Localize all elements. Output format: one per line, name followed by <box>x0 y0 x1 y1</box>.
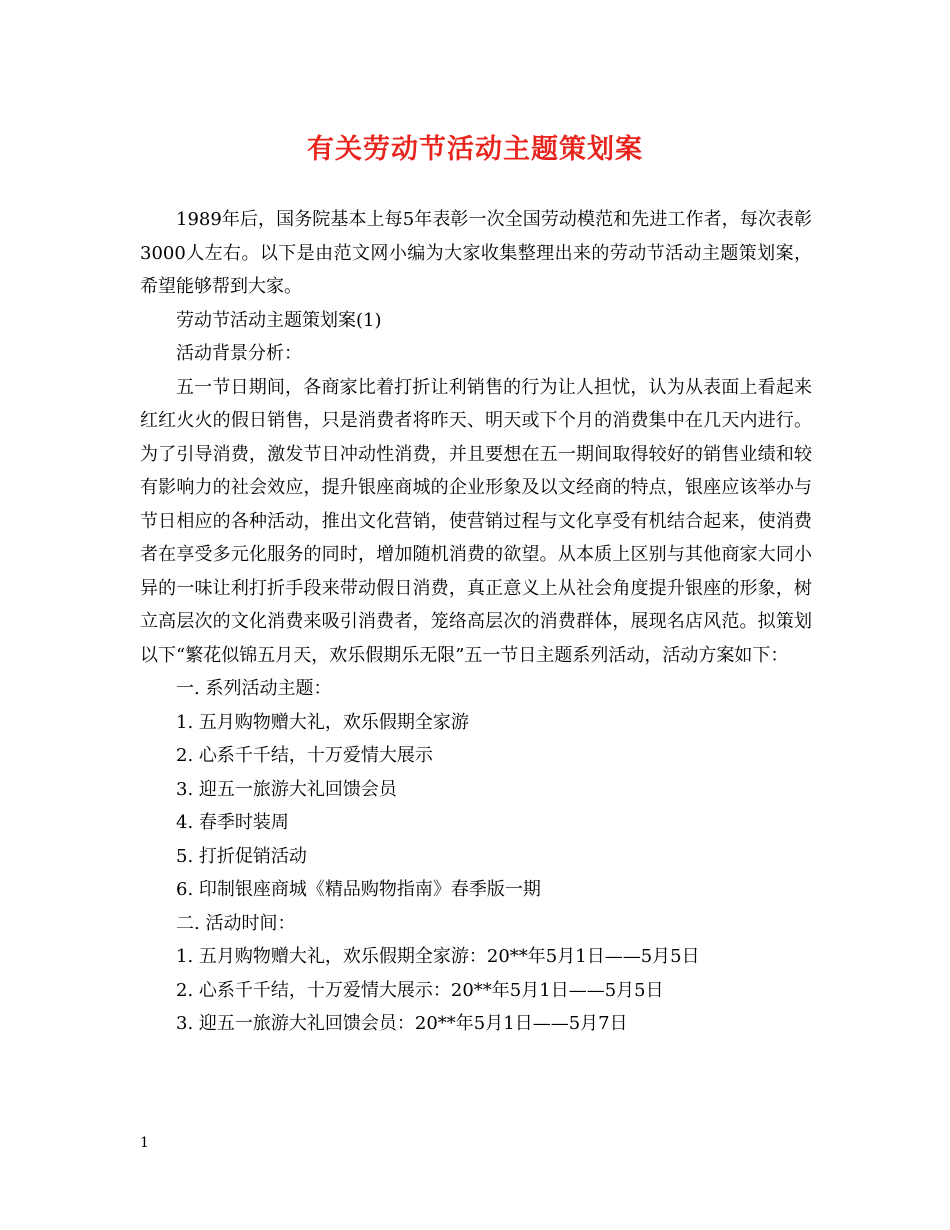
section-heading-themes: 一. 系列活动主题： <box>176 678 332 699</box>
theme-item: 5. 打折促销活动 <box>176 845 307 867</box>
plan-subtitle: 劳动节活动主题策划案(1) <box>176 309 382 331</box>
theme-item: 2. 心系千千结，十万爱情大展示 <box>176 745 433 766</box>
time-item: 3. 迎五一旅游大礼回馈会员：20**年5月1日——5月7日 <box>176 1013 628 1034</box>
theme-item: 4. 春季时装周 <box>176 812 289 833</box>
intro-paragraph: 1989年后，国务院基本上每5年表彰一次全国劳动模范和先进工作者，每次表彰3000人左右。以下是由范文网小编为大家收集整理出来的劳动节活动主题策划案，希望能够帮到大家。 <box>140 209 812 297</box>
background-paragraph: 五一节日期间，各商家比着打折让利销售的行为让人担忧，认为从表面上看起来红红火火的假日销售，只是消费者将昨天、明天或下个月的消费集中在几天内进行。为了引导消费，激发节日冲动性消费，并且要想在五一期间取得较好的销售业绩和较有影响力的社会效应，提升银座商城的企业形象及以文经商的特点，银座应该举办与节日相应的各种活动，推出文化营销，使营销过程与文化享受有机结合起来，使消费者在享受多元化服务的同时，增加随机消费的欲望。从本质上区别与其他商家大同小异的一味让利打折手段来带动假日消费，真正意义上从社会角度提升银座的形象，树立高层次的文化消费来吸引消费者，笼络高层次的消费群体，展现名店风范。拟策划以下“繁花似锦五月天，欢乐假期乐无限”五一节日主题系列活动，活动方案如下： <box>140 376 812 666</box>
theme-item: 1. 五月购物赠大礼，欢乐假期全家游 <box>176 711 469 733</box>
section-heading-time: 二. 活动时间： <box>176 912 296 934</box>
document-body <box>140 203 812 1041</box>
theme-item: 6. 印制银座商城《精品购物指南》春季版一期 <box>176 879 541 900</box>
theme-item: 3. 迎五一旅游大礼回馈会员 <box>176 778 397 800</box>
time-item: 1. 五月购物赠大礼，欢乐假期全家游：20**年5月1日——5月5日 <box>176 946 700 967</box>
page-number: 1 <box>140 1135 149 1151</box>
background-heading: 活动背景分析： <box>176 343 302 364</box>
time-item: 2. 心系千千结，十万爱情大展示：20**年5月1日——5月5日 <box>176 979 664 1001</box>
document-title: 有关劳动节活动主题策划案 <box>307 134 643 165</box>
